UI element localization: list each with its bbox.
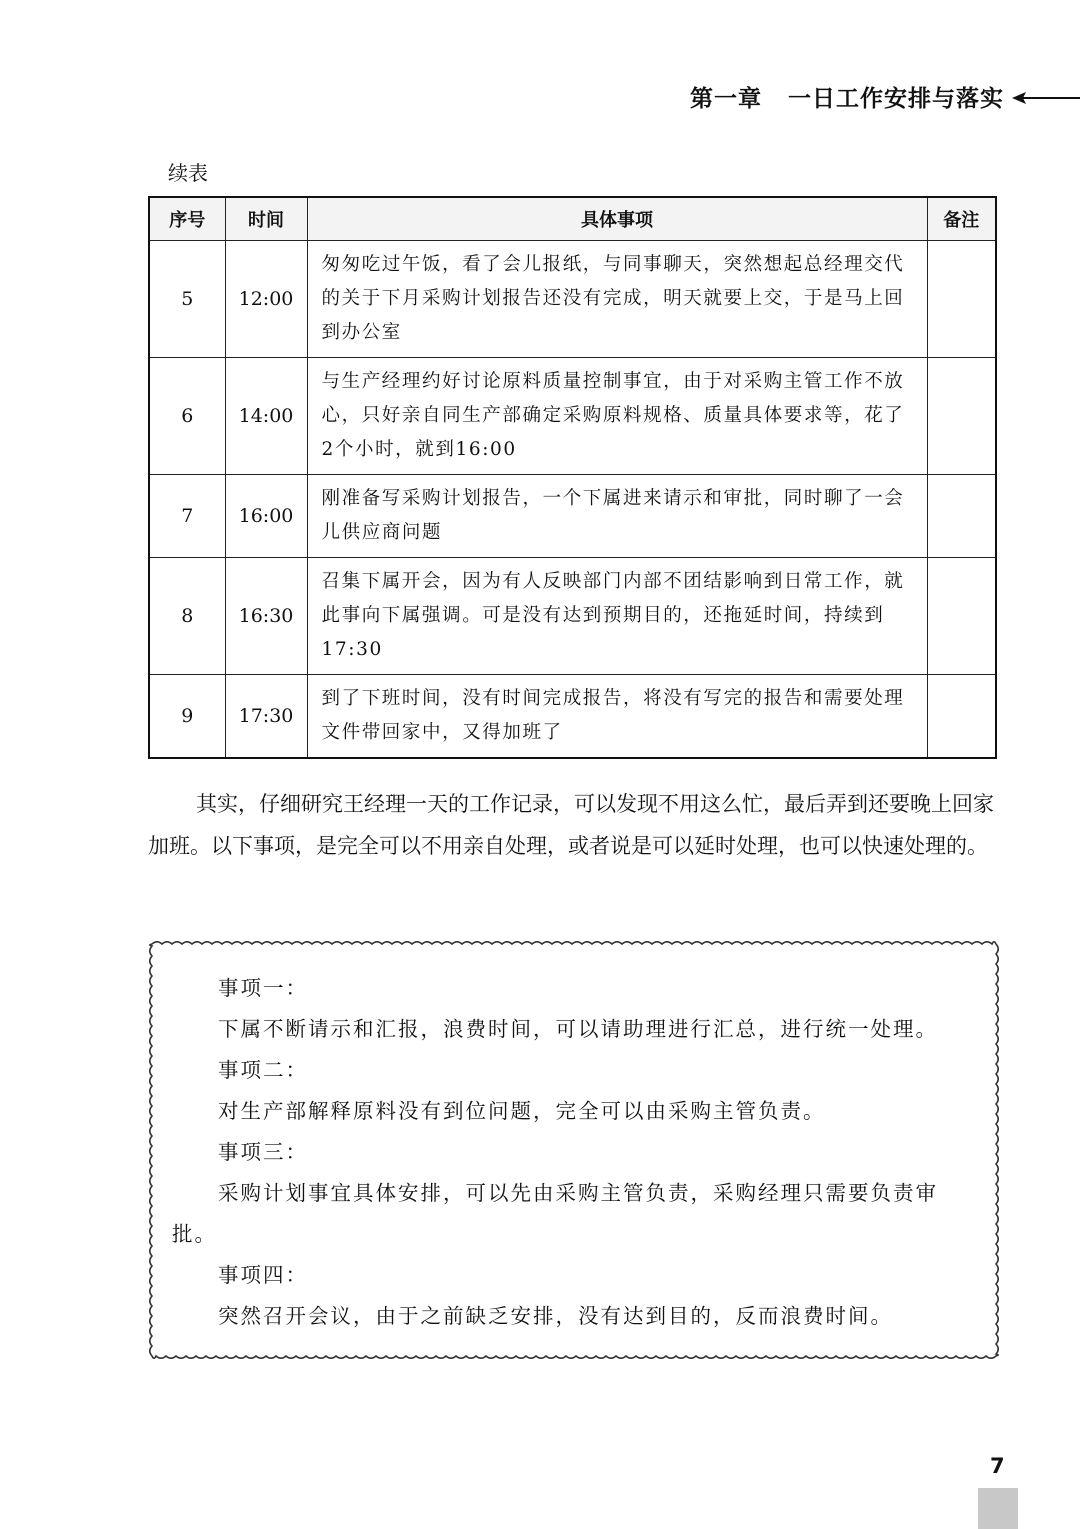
page-number: 7 [990, 1454, 1005, 1478]
row-notes [927, 358, 996, 475]
chapter-number: 第一章 [690, 86, 762, 112]
item-label: 事项三： [218, 1140, 308, 1164]
row-notes [927, 475, 996, 558]
item-text: 采购计划事宜具体安排，可以先由采购主管负责，采购经理只需要负责审批。 [172, 1181, 938, 1246]
row-time: 16:30 [225, 558, 307, 675]
chapter-title: 一日工作安排与落实 [788, 86, 1004, 112]
row-notes [927, 241, 996, 358]
row-time: 14:00 [225, 358, 307, 475]
table-row [149, 241, 996, 358]
row-details: 与生产经理约好讨论原料质量控制事宜，由于对采购主管工作不放心，只好亲自同生产部确定采购原料规格、质量具体要求等，花了2个小时，就到16:00 [307, 358, 927, 475]
schedule-table [148, 196, 997, 759]
item-label: 事项一： [218, 976, 308, 1000]
row-details: 刚准备写采购计划报告，一个下属进来请示和审批，同时聊了一会儿供应商问题 [307, 475, 927, 558]
row-number: 9 [149, 675, 225, 759]
chapter-header [690, 80, 1004, 113]
row-details: 匆匆吃过午饭，看了会儿报纸，与同事聊天，突然想起总经理交代的关于下月采购计划报告还没有完成，明天就要上交，于是马上回到办公室 [307, 241, 927, 358]
table-row [149, 358, 996, 475]
row-details: 召集下属开会，因为有人反映部门内部不团结影响到日常工作，就此事向下属强调。可是没有达到预期目的，还拖延时间，持续到17:30 [307, 558, 927, 675]
row-number: 8 [149, 558, 225, 675]
row-time: 16:00 [225, 475, 307, 558]
page-corner-tab [978, 1488, 1018, 1529]
row-details: 到了下班时间，没有时间完成报告，将没有写完的报告和需要处理文件带回家中，又得加班了 [307, 675, 927, 759]
row-time: 12:00 [225, 241, 307, 358]
arrow-left-icon [1012, 88, 1080, 108]
row-number: 5 [149, 241, 225, 358]
row-number: 6 [149, 358, 225, 475]
item-text: 突然召开会议，由于之前缺乏安排，没有达到目的，反而浪费时间。 [218, 1304, 893, 1328]
row-notes [927, 558, 996, 675]
row-notes [927, 675, 996, 759]
col-header-number: 序号 [149, 197, 225, 241]
item-label: 事项四： [218, 1263, 308, 1287]
callout-box [172, 968, 982, 1337]
row-time: 17:30 [225, 675, 307, 759]
continued-label: 续表 [168, 161, 208, 185]
table-row [149, 475, 996, 558]
col-header-time: 时间 [225, 197, 307, 241]
body-paragraph: 其实，仔细研究王经理一天的工作记录，可以发现不用这么忙，最后弄到还要晚上回家加班。以下事项，是完全可以不用亲自处理，或者说是可以延时处理，也可以快速处理的。 [148, 792, 994, 858]
col-header-notes: 备注 [927, 197, 996, 241]
item-text: 对生产部解释原料没有到位问题，完全可以由采购主管负责。 [218, 1099, 826, 1123]
item-label: 事项二： [218, 1058, 308, 1082]
row-number: 7 [149, 475, 225, 558]
table-header-row [149, 197, 996, 241]
item-text: 下属不断请示和汇报，浪费时间，可以请助理进行汇总，进行统一处理。 [218, 1017, 938, 1041]
table-row [149, 558, 996, 675]
col-header-details: 具体事项 [307, 197, 927, 241]
table-row [149, 675, 996, 759]
